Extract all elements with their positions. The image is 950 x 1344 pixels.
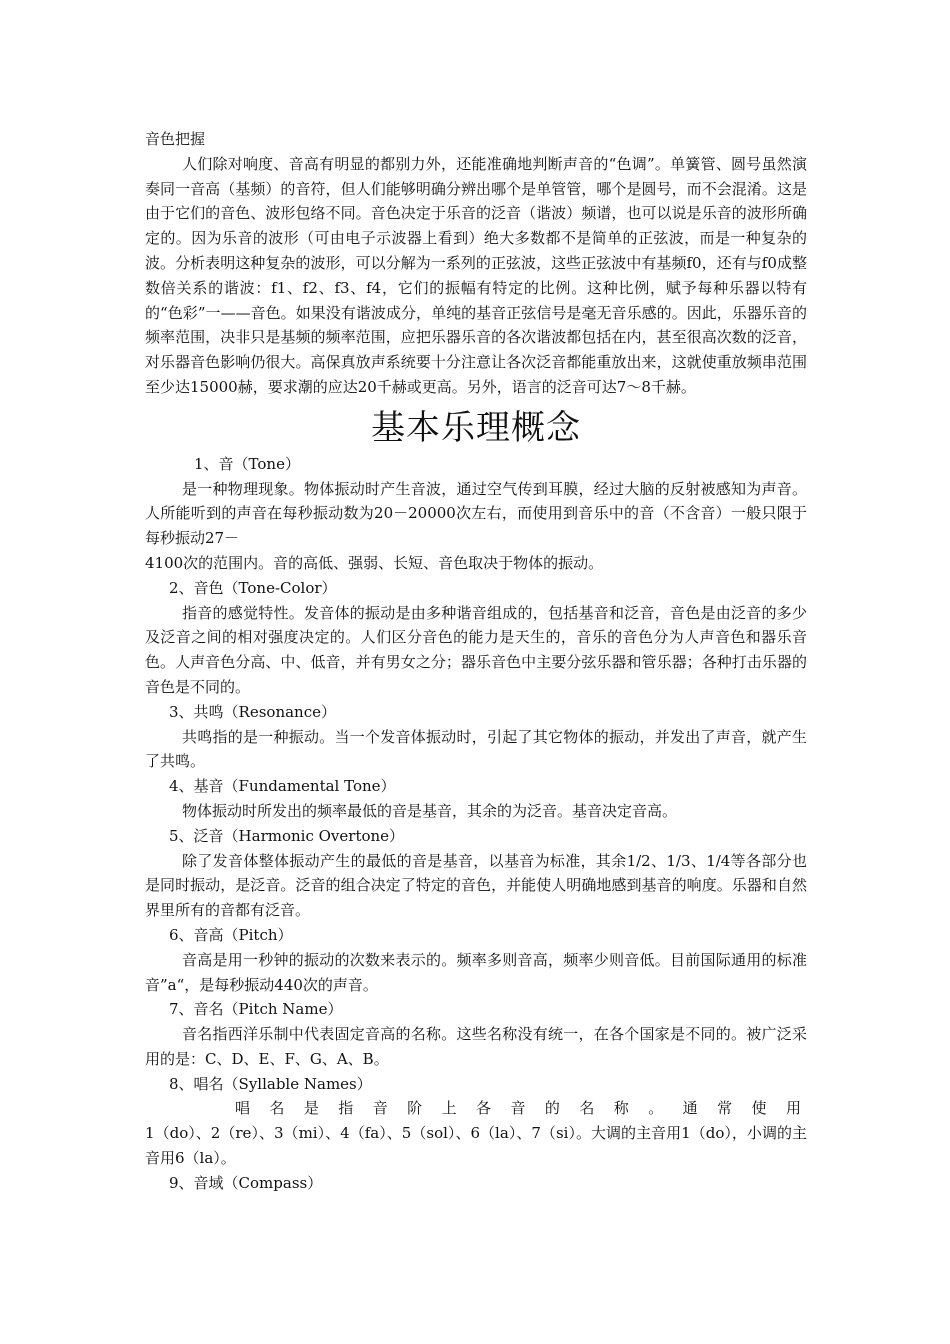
section-body-fundamental-tone: 物体振动时所发出的频率最低的音是基音，其余的为泛音。基音决定音高。 (182, 801, 678, 820)
section-body-pitch-name: 音名指西洋乐制中代表固定音高的名称。这些名称没有统一，在各个国家是不同的。被广泛采用的是：C、D、E、F、G、A、B。 (145, 1025, 807, 1068)
section-heading-tone-color: 2、音色（Tone-Color） (169, 578, 337, 597)
section-body-syllable-names-b: 1（do）、2（re）、3（mi）、4（fa）、5（sol）、6（la）、7（si）。大调的主音用1（do），小调的主音用6（la）。 (145, 1124, 807, 1168)
section-body-tone-b: 4100次的范围内。音的高低、强弱、长短、音色取决于物体的振动。 (145, 553, 604, 572)
page-title: 基本乐理概念 (371, 407, 581, 448)
section-heading-harmonic-overtone: 5、泛音（Harmonic Overtone） (169, 826, 405, 845)
section-body-tone-a: 是一种物理现象。物体振动时产生音波，通过空气传到耳膜，经过大脑的反射被感知为声音。人所能听到的声音在每秒振动数为20－20000次左右，而使用到音乐中的音（不含音）一般只限于每秒振动27－ (145, 479, 807, 548)
section-heading-pitch-name: 7、音名（Pitch Name） (169, 1000, 343, 1019)
section-heading-tone: 1、音（Tone） (194, 454, 300, 473)
section-heading-pitch: 6、音高（Pitch） (169, 925, 293, 944)
section-heading-compass: 9、音域（Compass） (169, 1173, 323, 1192)
section-heading-resonance: 3、共鸣（Resonance） (169, 702, 336, 721)
document-content (145, 127, 807, 1196)
intro-paragraph: 人们除对响度、音高有明显的都别力外，还能准确地判断声音的“色调”。单簧管、圆号虽然演奏同一音高（基频）的音符，但人们能够明确分辨出哪个是单管管，哪个是圆号，而不会混淆。这是由于它们的音色、波形包络不同。音色决定于乐音的泛音（谐波）频谱，也可以说是乐音的波形所确定的。因为乐音的波形（可由电子示波器上看到）绝大多数都不是简单的正弦波，而是一种复杂的波。分析表明这种复杂的波形，可以分解为一系列的正弦波，这些正弦波中有基频f0，还有与f0成整数倍关系的谐波：f1、f2、f3、f4，它们的振幅有特定的比例。这种比例，赋予每种乐器以特有的“色彩”一——音色。如果没有谐波成分，单纯的基音正弦信号是毫无音乐感的。因此，乐器乐音的频率范围，决非只是基频的频率范围，应把乐器乐音的各次谐波都包括在内，甚至很高次数的泛音，对乐器音色影响仍很大。高保真放声系统要十分注意让各次泛音都能重放出来，这就使重放频串范围至少达15000赫，要求潮的应达20千赫或更高。另外，语言的泛音可达7～8千赫。 (145, 154, 807, 396)
section-body-harmonic-overtone: 除了发音体整体振动产生的最低的音是基音，以基音为标准，其余1/2、1/3、1/4等各部分也是同时振动，是泛音。泛音的组合决定了特定的音色，并能使人明确地感到基音的响度。乐器和自然界里所有的音都有泛音。 (145, 851, 807, 920)
section-body-syllable-names-a: 唱名是指音阶上各音的名称。通常使用 (235, 1099, 807, 1118)
section-heading-syllable-names: 8、唱名（Syllable Names） (169, 1074, 372, 1093)
section-heading-fundamental-tone: 4、基音（Fundamental Tone） (169, 777, 396, 796)
section-body-pitch: 音高是用一秒钟的振动的次数来表示的。频率多则音高，频率少则音低。目前国际通用的标准音”a“，是每秒振动440次的声音。 (145, 950, 807, 994)
section-body-tone-color: 指音的感觉特性。发音体的振动是由多种谐音组成的，包括基音和泛音，音色是由泛音的多少及泛音之间的相对强度决定的。人们区分音色的能力是天生的，音乐的音色分为人声音色和器乐音色。人声音色分高、中、低音，并有男女之分；器乐音色中主要分弦乐器和管乐器；各种打击乐器的音色是不同的。 (145, 603, 807, 696)
section-body-resonance: 共鸣指的是一种振动。当一个发音体振动时，引起了其它物体的振动，并发出了声音，就产生了共鸣。 (145, 727, 807, 771)
intro-heading: 音色把握 (145, 130, 206, 148)
